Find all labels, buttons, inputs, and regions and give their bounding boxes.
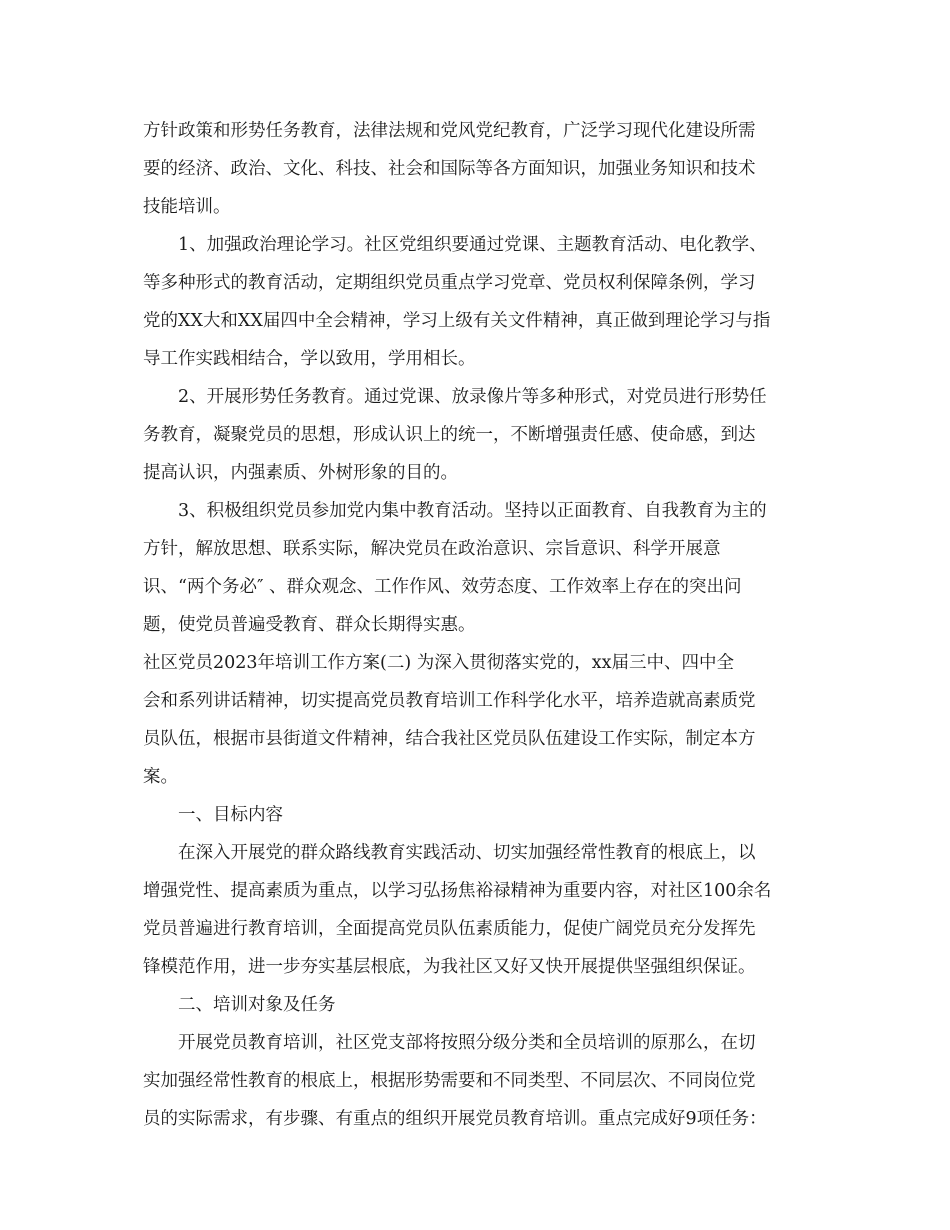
text-line: 识、“两个务必″ 、群众观念、工作作风、效劳态度、工作效率上存在的突出问 [143,577,742,597]
text-line: 员的实际需求，有步骤、有重点的组织开展党员教育培训。重点完成好9项任务： [143,1109,767,1129]
paragraph-start-line: 1、加强政治理论学习。社区党组织要通过党课、主题教育活动、电化教学、 [178,235,767,255]
text-line: 员队伍，根据市县街道文件精神，结合我社区党员队伍建设工作实际，制定本方 [143,729,756,749]
paragraph-start-line: 开展党员教育培训，社区党支部将按照分级分类和全员培训的原那么，在切 [178,1033,756,1053]
text-line: 锋模范作用，进一步夯实基层根底，为我社区又好又快开展提供坚强组织保证。 [143,957,756,977]
heading-line: 二、培训对象及任务 [178,995,336,1015]
document-body [143,112,813,1138]
text-line: 题，使党员普遍受教育、群众长期得实惠。 [143,615,476,635]
text-line: 案。 [143,767,178,787]
text-line: 要的经济、政治、文化、科技、社会和国际等各方面知识，加强业务知识和技术 [143,159,756,179]
text-line: 提高认识，内强素质、外树形象的目的。 [143,463,458,483]
text-line: 导工作实践相结合，学以致用，学用相长。 [143,349,476,369]
heading-line: 一、目标内容 [178,805,283,825]
text-line: 增强党性、提高素质为重点，以学习弘扬焦裕禄精神为重要内容，对社区100余名 [143,881,772,901]
text-line: 务教育，凝聚党员的思想，形成认识上的统一，不断增强责任感、使命感，到达 [143,425,756,445]
text-line: 党员普遍进行教育培训，全面提高党员队伍素质能力，促使广阔党员充分发挥先 [143,919,756,939]
section-title-line: 社区党员2023年培训工作方案(二) 为深入贯彻落实党的，xx届三中、四中全 [143,653,734,673]
text-line: 方针政策和形势任务教育，法律法规和党风党纪教育，广泛学习现代化建设所需 [143,121,756,141]
paragraph-start-line: 2、开展形势任务教育。通过党课、放录像片等多种形式，对党员进行形势任 [178,387,767,407]
text-line: 党的XX大和XX届四中全会精神，学习上级有关文件精神，真正做到理论学习与指 [143,311,771,331]
text-line: 等多种形式的教育活动，定期组织党员重点学习党章、党员权利保障条例，学习 [143,273,756,293]
text-line: 会和系列讲话精神，切实提高党员教育培训工作科学化水平，培养造就高素质党 [143,691,756,711]
paragraph-start-line: 在深入开展党的群众路线教育实践活动、切实加强经常性教育的根底上，以 [178,843,756,863]
text-line: 方针，解放思想、联系实际，解决党员在政治意识、宗旨意识、科学开展意 [143,539,721,559]
paragraph-start-line: 3、积极组织党员参加党内集中教育活动。坚持以正面教育、自我教育为主的 [178,501,767,521]
text-line: 技能培训。 [143,197,231,217]
text-line: 实加强经常性教育的根底上，根据形势需要和不同类型、不同层次、不同岗位党 [143,1071,756,1091]
